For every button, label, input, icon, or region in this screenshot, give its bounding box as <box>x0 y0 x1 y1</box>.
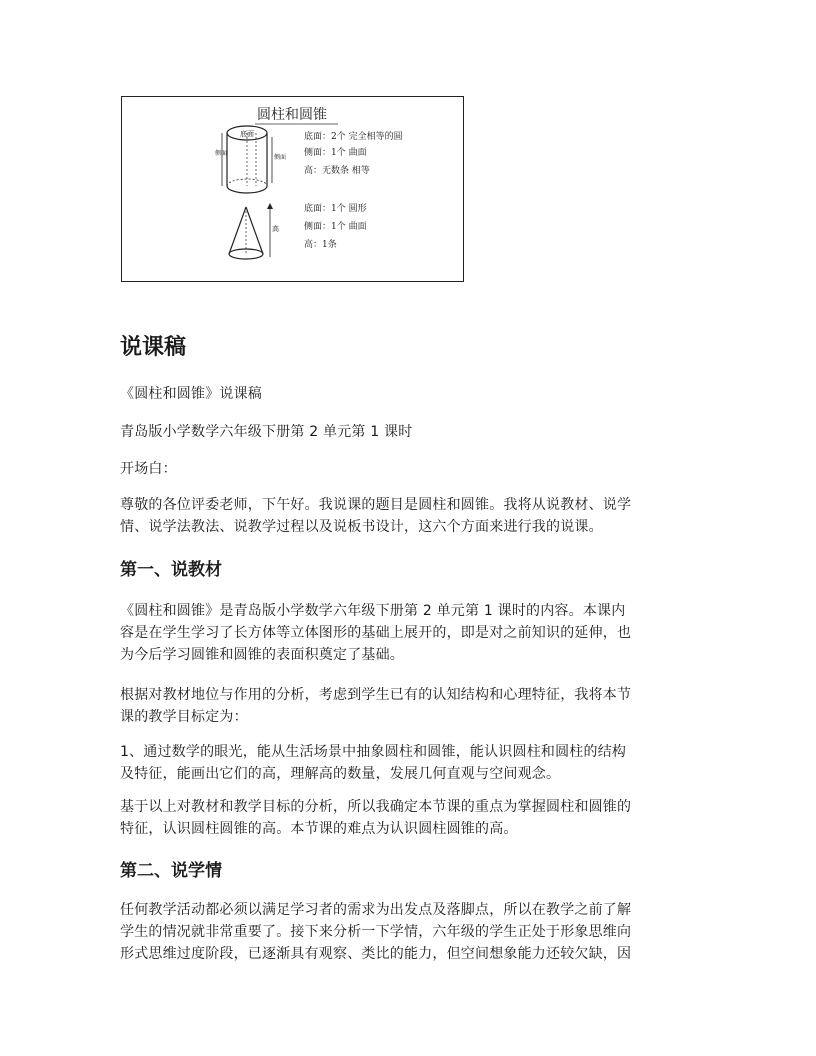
board-title: 圆柱和圆锥 <box>257 107 327 123</box>
board-sketch <box>122 97 465 283</box>
cylinder-drawing <box>215 126 286 193</box>
opening-label: 开场白： <box>120 461 177 477</box>
cone-line-1: 底面：1个 圆形 <box>304 204 367 214</box>
cone-line-3: 高：1条 <box>304 240 337 250</box>
section-1-paragraph-4: 基于以上对教材和教学目标的分析，所以我确定本节课的重点为掌握圆柱和圆锥的 特征，认识圆柱圆锥的高。本节课的难点为认识圆柱圆锥的高。 <box>120 799 632 837</box>
svg-text:底面: 底面 <box>240 130 254 138</box>
cylinder-line-3: 高：无数条 相等 <box>304 166 370 176</box>
svg-text:高: 高 <box>272 225 279 233</box>
board-design-image <box>121 96 464 282</box>
cone-line-2: 侧面：1个 曲面 <box>304 222 367 232</box>
opening-paragraph: 尊敬的各位评委老师，下午好。我说课的题目是圆柱和圆锥。我将从说教材、说学 情、说学法教法、说教学过程以及说板书设计，这六个方面来进行我的说课。 <box>120 497 632 535</box>
section-1-paragraph-3: 1、通过数学的眼光，能从生活场景中抽象圆柱和圆锥，能认识圆柱和圆柱的结构 及特征，能画出它们的高，理解高的数量，发展几何直观与空间观念。 <box>120 744 627 782</box>
edition-line: 青岛版小学数学六年级下册第 2 单元第 1 课时 <box>120 424 413 440</box>
section-1-paragraph-1: 《圆柱和圆锥》是青岛版小学数学六年级下册第 2 单元第 1 课时的内容。本课内 容是在学生学习了长方体等立体图形的基础上展开的，即是对之前知识的延伸，也 为今后学习圆锥和圆锥的表面积奠定了基础。 <box>120 603 632 663</box>
section-1-heading: 第一、说教材 <box>120 560 222 580</box>
lesson-subtitle: 《圆柱和圆锥》说课稿 <box>120 386 262 402</box>
cylinder-line-1: 底面：2个 完全相等的圆 <box>304 132 403 142</box>
cylinder-line-2: 侧面：1个 曲面 <box>304 148 367 158</box>
section-1-paragraph-2: 根据对教材地位与作用的分析，考虑到学生已有的认知结构和心理特征，我将本节 课的教学目标定为： <box>120 687 632 725</box>
svg-text:侧面: 侧面 <box>274 154 287 161</box>
svg-text:侧面: 侧面 <box>215 150 228 157</box>
document-title: 说课稿 <box>120 335 187 360</box>
section-2-paragraph-1: 任何教学活动都必须以满足学习者的需求为出发点及落脚点，所以在教学之前了解 学生的情况就非常重要了。接下来分析一下学情，六年级的学生正处于形象思维向 形式思维过度阶段，已逐渐具有观察、类比的能力，但空间想象能力还较欠缺，因 <box>120 902 632 962</box>
cone-drawing <box>229 203 279 259</box>
section-2-heading: 第二、说学情 <box>120 861 222 881</box>
